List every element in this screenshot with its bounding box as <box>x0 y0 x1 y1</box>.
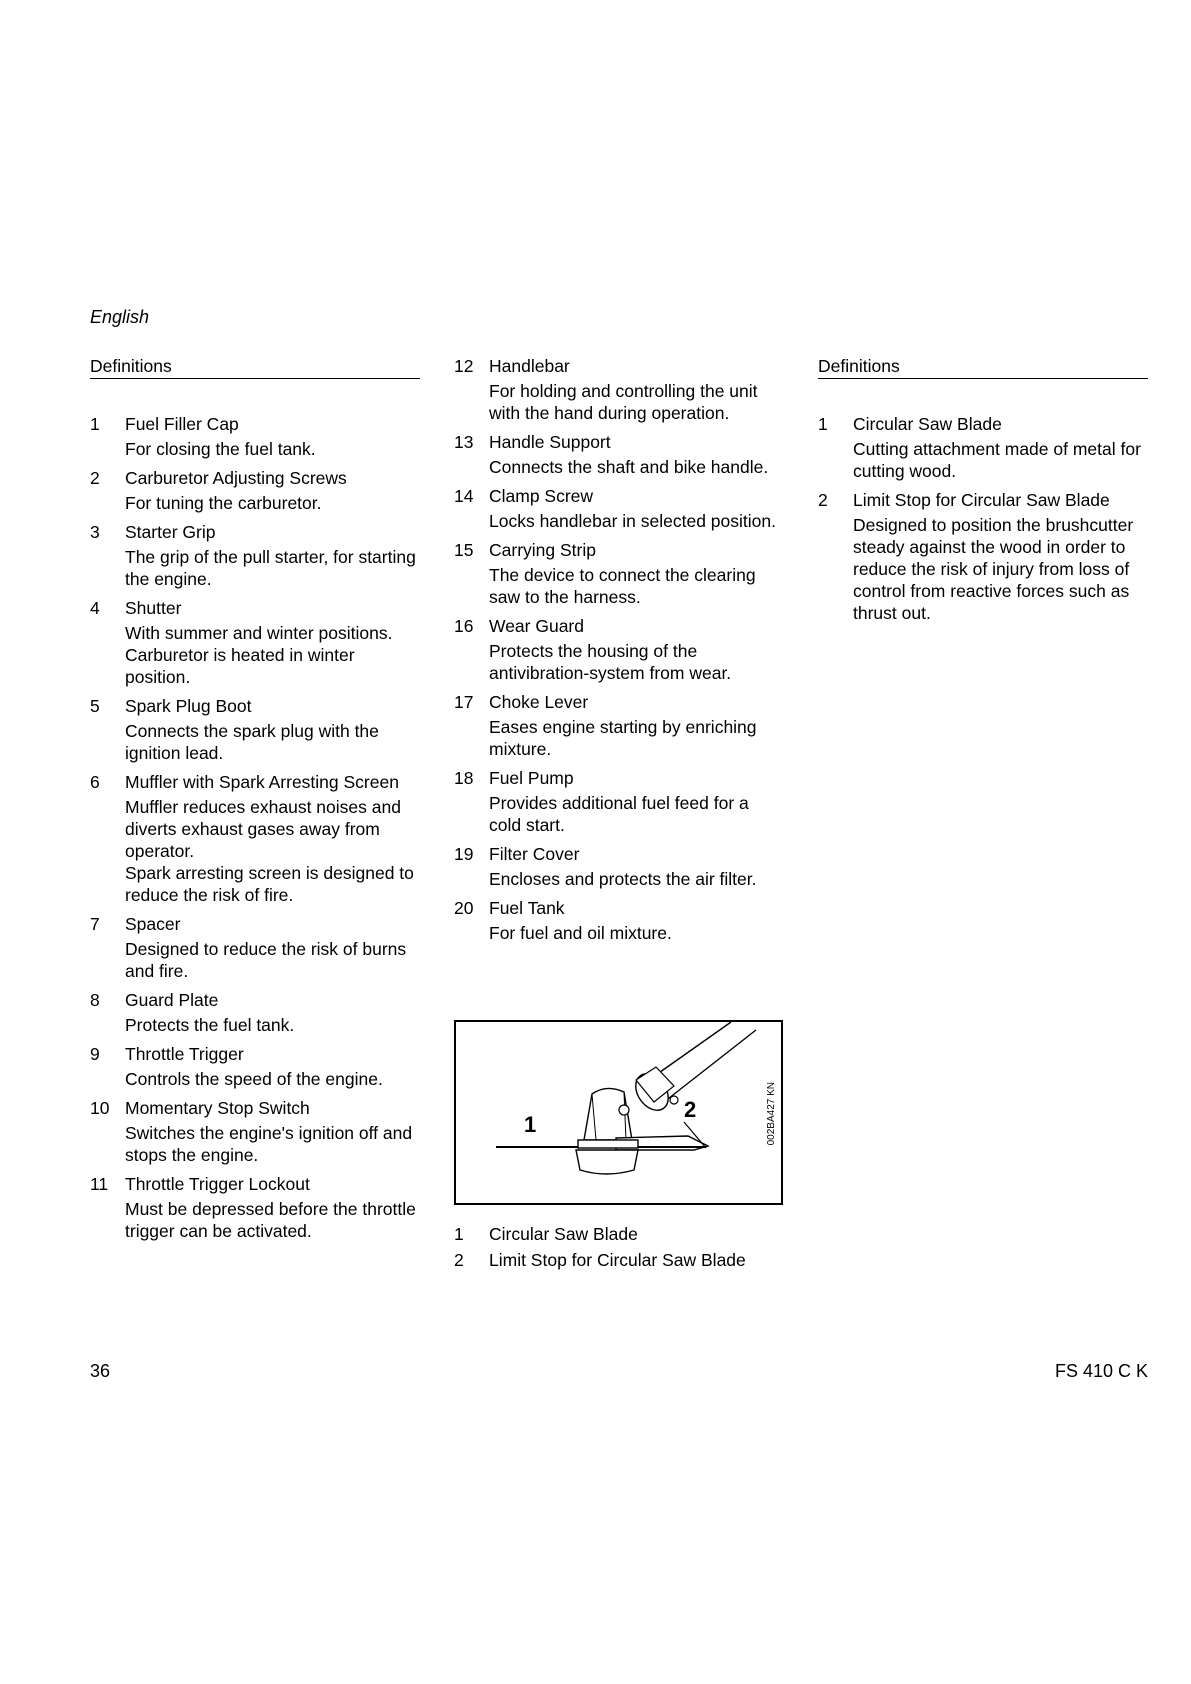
item-body <box>489 691 784 760</box>
definition-item <box>454 431 784 478</box>
item-title: Spark Plug Boot <box>125 696 252 716</box>
item-number: 12 <box>454 356 474 376</box>
definition-item <box>90 695 420 764</box>
definition-item <box>454 615 784 684</box>
item-number: 8 <box>90 990 100 1010</box>
item-number: 10 <box>90 1098 110 1118</box>
definition-item <box>90 1097 420 1166</box>
item-description: For holding and controlling the unit with the hand during operation. <box>489 381 758 423</box>
definition-item <box>90 989 420 1036</box>
item-description: The device to connect the clearing saw to the harness. <box>489 565 756 607</box>
section-heading: Definitions <box>818 355 1148 379</box>
definition-item <box>454 485 784 532</box>
item-body <box>489 843 784 890</box>
item-description: Controls the speed of the engine. <box>125 1069 383 1089</box>
item-description: For fuel and oil mixture. <box>489 923 672 943</box>
definition-item <box>90 1043 420 1090</box>
item-title: Limit Stop for Circular Saw Blade <box>853 490 1110 510</box>
item-description: Provides additional fuel feed for a cold start. <box>489 793 749 835</box>
item-title: Carburetor Adjusting Screws <box>125 468 347 488</box>
item-number: 16 <box>454 616 474 636</box>
definitions-list <box>454 355 784 944</box>
item-description: Connects the spark plug with the ignition lead. <box>125 721 379 763</box>
definition-item <box>818 413 1148 482</box>
saw-blade-figure <box>454 1020 783 1205</box>
language-label: English <box>90 307 150 327</box>
item-body <box>125 913 420 982</box>
item-title: Spacer <box>125 914 181 934</box>
item-body <box>489 355 784 424</box>
item-body <box>489 539 784 608</box>
item-body <box>489 897 784 944</box>
item-title: Fuel Pump <box>489 768 574 788</box>
item-title: Fuel Tank <box>489 898 565 918</box>
definition-item <box>90 467 420 514</box>
item-body <box>125 521 420 590</box>
item-description: Cutting attachment made of metal for cutting wood. <box>853 439 1141 481</box>
item-description: Must be depressed before the throttle trigger can be activated. <box>125 1199 416 1241</box>
legend-item <box>454 1221 746 1247</box>
item-number: 17 <box>454 692 474 712</box>
item-description: Muffler reduces exhaust noises and diverts exhaust gases away from operator. <box>125 797 401 861</box>
item-description: Designed to position the brushcutter steady against the wood in order to reduce the risk of injury from loss of control from reactive forces such as thrust out. <box>853 515 1134 623</box>
item-number: 11 <box>90 1174 109 1194</box>
item-body <box>853 489 1148 624</box>
item-title: Starter Grip <box>125 522 216 542</box>
legend-number: 1 <box>454 1224 464 1244</box>
definition-item <box>90 1173 420 1242</box>
item-description: Protects the housing of the antivibration-system from wear. <box>489 641 732 683</box>
definition-item <box>90 521 420 590</box>
definition-item <box>454 355 784 424</box>
definition-item <box>454 539 784 608</box>
definitions-column-3 <box>818 355 1148 631</box>
item-number: 4 <box>90 598 100 618</box>
item-description: For closing the fuel tank. <box>125 439 316 459</box>
item-body <box>125 1097 420 1166</box>
definition-item <box>454 691 784 760</box>
definition-item <box>454 843 784 890</box>
legend-label: Limit Stop for Circular Saw Blade <box>489 1250 746 1270</box>
callout-1: 1 <box>524 1112 537 1137</box>
item-description: For tuning the carburetor. <box>125 493 322 513</box>
item-body <box>853 413 1148 482</box>
item-body <box>125 1043 420 1090</box>
item-title: Muffler with Spark Arresting Screen <box>125 772 399 792</box>
item-number: 13 <box>454 432 474 452</box>
definition-item <box>90 597 420 688</box>
item-title: Carrying Strip <box>489 540 596 560</box>
definitions-column-2 <box>454 355 784 951</box>
item-number: 14 <box>454 486 474 506</box>
item-title: Wear Guard <box>489 616 584 636</box>
item-body <box>125 695 420 764</box>
item-body <box>125 467 420 514</box>
figure-code: 002BA427 KN <box>766 1082 777 1146</box>
definitions-list <box>818 413 1148 624</box>
item-body <box>125 413 420 460</box>
item-description: Eases engine starting by enriching mixture. <box>489 717 757 759</box>
item-body <box>125 1173 420 1242</box>
definition-item <box>90 413 420 460</box>
item-body <box>125 597 420 688</box>
section-heading: Definitions <box>90 355 420 379</box>
item-description: Designed to reduce the risk of burns and fire. <box>125 939 407 981</box>
item-title: Choke Lever <box>489 692 589 712</box>
item-description: With summer and winter positions. Carburetor is heated in winter position. <box>125 623 393 687</box>
item-number: 2 <box>90 468 100 488</box>
item-title: Fuel Filler Cap <box>125 414 239 434</box>
item-body <box>489 485 784 532</box>
definition-item <box>818 489 1148 624</box>
definitions-list <box>90 413 420 1242</box>
item-number: 6 <box>90 772 100 792</box>
item-body <box>489 767 784 836</box>
item-title: Clamp Screw <box>489 486 594 506</box>
definition-item <box>454 897 784 944</box>
item-title: Handlebar <box>489 356 570 376</box>
item-number: 1 <box>818 414 828 434</box>
item-description: Spark arresting screen is designed to reduce the risk of fire. <box>125 863 414 905</box>
legend-number: 2 <box>454 1250 464 1270</box>
item-number: 19 <box>454 844 474 864</box>
saw-head-illustration <box>456 1022 781 1203</box>
legend-item <box>454 1247 746 1273</box>
item-title: Guard Plate <box>125 990 219 1010</box>
item-number: 9 <box>90 1044 100 1064</box>
item-number: 1 <box>90 414 100 434</box>
item-title: Circular Saw Blade <box>853 414 1002 434</box>
item-number: 2 <box>818 490 828 510</box>
item-body <box>489 615 784 684</box>
item-body <box>125 989 420 1036</box>
item-description: Locks handlebar in selected position. <box>489 511 776 531</box>
item-title: Momentary Stop Switch <box>125 1098 310 1118</box>
item-description: The grip of the pull starter, for starting the engine. <box>125 547 416 589</box>
figure-legend <box>454 1221 746 1273</box>
definitions-column-1 <box>90 355 420 1249</box>
definition-item <box>90 913 420 982</box>
item-number: 3 <box>90 522 100 542</box>
item-title: Handle Support <box>489 432 611 452</box>
item-number: 5 <box>90 696 100 716</box>
item-description: Connects the shaft and bike handle. <box>489 457 769 477</box>
page-number: 36 <box>90 1361 111 1381</box>
item-title: Throttle Trigger <box>125 1044 244 1064</box>
item-description: Protects the fuel tank. <box>125 1015 295 1035</box>
item-title: Throttle Trigger Lockout <box>125 1174 310 1194</box>
callout-2: 2 <box>684 1097 697 1122</box>
item-description: Encloses and protects the air filter. <box>489 869 757 889</box>
item-number: 7 <box>90 914 100 934</box>
item-body <box>489 431 784 478</box>
item-number: 18 <box>454 768 474 788</box>
item-number: 15 <box>454 540 474 560</box>
item-title: Filter Cover <box>489 844 580 864</box>
item-number: 20 <box>454 898 474 918</box>
item-title: Shutter <box>125 598 182 618</box>
model-name: FS 410 C K <box>1054 1361 1148 1381</box>
definition-item <box>454 767 784 836</box>
item-body <box>125 771 420 906</box>
legend-label: Circular Saw Blade <box>489 1224 638 1244</box>
definition-item <box>90 771 420 906</box>
item-description: Switches the engine's ignition off and stops the engine. <box>125 1123 413 1165</box>
